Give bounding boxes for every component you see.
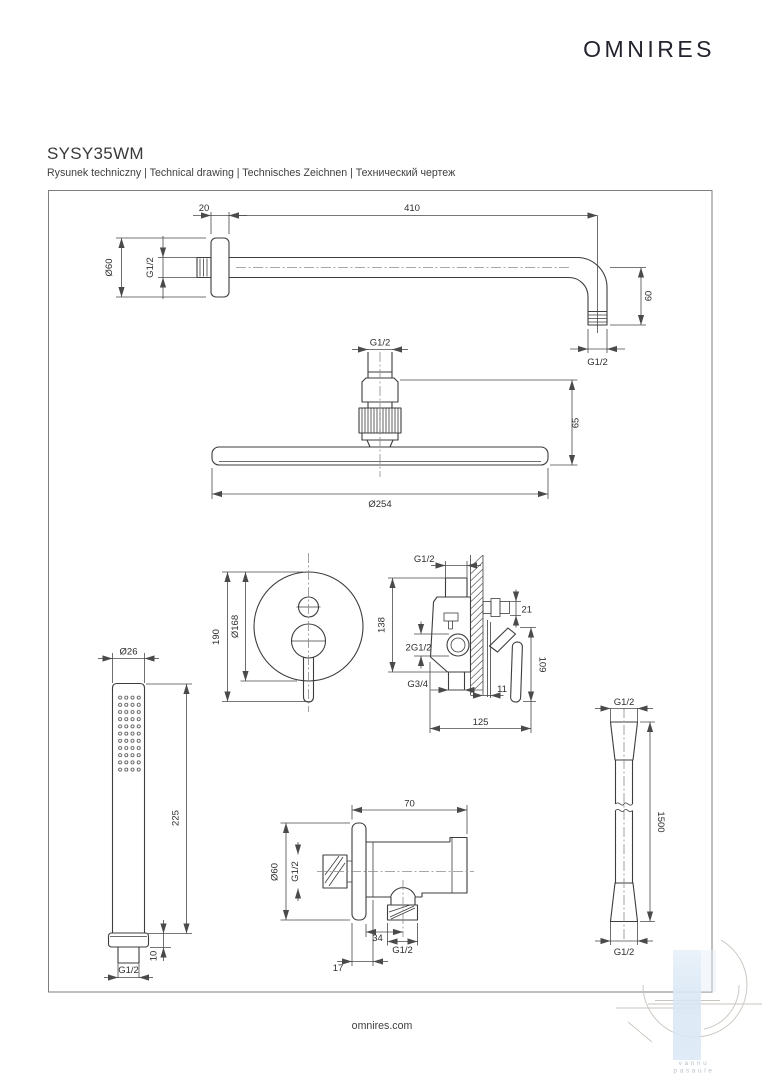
store-watermark	[613, 940, 762, 1075]
dim-arm-flange-diameter: Ø60	[104, 258, 115, 277]
hand-shower-drawing	[98, 647, 192, 979]
dim-arm-outlet-thread: G1/2	[587, 357, 608, 368]
dim-hand-shower-nut: 10	[148, 950, 160, 962]
dim-mixer-side-threads: 2G1/2	[405, 642, 432, 654]
dim-mixer-total-depth: 125	[472, 717, 489, 728]
product-code: SYSY35WM	[47, 144, 144, 163]
dim-mixer-inlet-thread: G1/2	[413, 554, 435, 565]
hose-drawing	[595, 697, 666, 958]
watermark-column	[673, 950, 701, 1060]
dim-mixer-plate-diameter: Ø168	[230, 614, 241, 639]
dim-mixer-plate-gap: 11	[497, 684, 507, 695]
brand-logo: OMNIRES	[583, 36, 715, 62]
drawing-frame	[49, 191, 713, 993]
dim-head-diameter: Ø254	[368, 499, 392, 510]
dim-mixer-handle-length: 109	[536, 656, 548, 673]
dim-hand-shower-diameter: Ø26	[119, 646, 138, 658]
wall-outlet-drawing	[270, 799, 475, 975]
dim-outlet-flange-depth: 17	[332, 963, 344, 974]
dim-hand-shower-length: 225	[170, 810, 182, 826]
dim-head-inlet-thread: G1/2	[369, 337, 391, 349]
rain-head-drawing	[212, 338, 582, 511]
mixer-front-drawing	[211, 553, 363, 712]
drawing-subtitle: Rysunek techniczny | Technical drawing | Technisches Zeichnen | Технический чертеж	[47, 167, 456, 179]
dim-outlet-flange-diameter: Ø60	[269, 863, 281, 881]
dim-mixer-spindle-depth: 21	[521, 604, 533, 616]
dim-hose-length: 1500	[655, 811, 666, 833]
dim-hand-shower-thread: G1/2	[118, 965, 139, 976]
watermark-line1: vannu	[678, 1060, 710, 1067]
dim-arm-inlet-thread: G1/2	[145, 257, 156, 278]
dim-mixer-bottom-thread: G3/4	[407, 679, 428, 690]
dim-arm-end-drop: 60	[643, 290, 655, 302]
dim-head-cone-height: 65	[570, 417, 582, 429]
dim-outlet-offset: 34	[372, 933, 383, 944]
dim-arm-plate-depth: 20	[198, 203, 210, 214]
dim-arm-length: 410	[404, 203, 420, 214]
dim-outlet-thread: G1/2	[392, 945, 413, 956]
mixer-side-drawing	[377, 554, 548, 733]
dim-mixer-body-height: 138	[376, 617, 388, 633]
dim-mixer-front-height: 190	[211, 629, 222, 645]
dim-outlet-inlet-thread: G1/2	[290, 861, 301, 882]
dim-outlet-depth: 70	[404, 798, 415, 810]
dim-hose-bottom-thread: G1/2	[613, 947, 635, 958]
dim-hose-top-thread: G1/2	[613, 697, 635, 708]
website-footer: omnires.com	[351, 1020, 413, 1032]
watermark-line2: pasaule	[673, 1067, 715, 1075]
